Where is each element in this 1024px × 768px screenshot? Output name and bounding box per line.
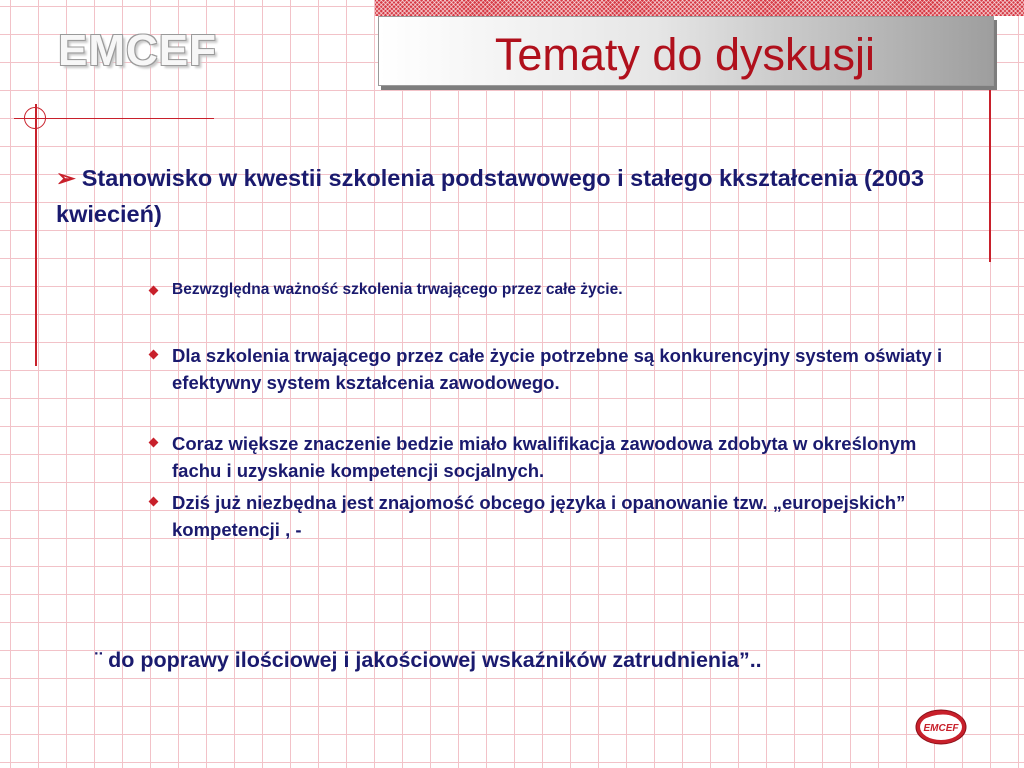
header-hatch-band [375,0,1024,16]
diamond-bullet-icon [149,286,159,296]
decorative-vertical-line-left [35,104,37,366]
list-item-text: Bezwzględna ważność szkolenia trwającego przez całe życie. [172,281,623,298]
emcef-logo [914,706,968,746]
decorative-vertical-line-right [989,90,991,262]
arrow-bullet-icon: ➢ [56,165,76,191]
diamond-bullet-icon [149,497,159,507]
diamond-bullet-icon [149,438,159,448]
decorative-circle [24,107,46,129]
list-item [150,342,960,396]
section-heading [56,160,956,232]
footer-text: ¨ do poprawy ilościowej i jakościowej wskaźników zatrudnienia”.. [95,648,762,672]
diamond-bullet-icon [149,350,159,360]
section-heading-text: Stanowisko w kwestii szkolenia podstawowego i stałego kkształcenia (2003 kwiecień) [56,165,925,227]
svg-text:EMCEF: EMCEF [923,723,959,734]
list-item-text: Dziś już niezbędna jest znajomość obcego języka i opanowanie tzw. „europejskich” kompetencji , - [172,492,906,540]
brand-watermark: EMCEF [58,26,217,75]
title-box [378,16,994,86]
list-item [150,430,960,484]
list-item-text: Coraz większe znaczenie bedzie miało kwalifikacja zawodowa zdobyta w określonym fachu i uzyskanie kompetencji socjalnych. [172,433,917,481]
list-item-text: Dla szkolenia trwającego przez całe życie potrzebne są konkurencyjny system oświaty i efektywny system kształcenia zawodowego. [172,345,943,393]
list-item [150,489,960,543]
list-item [150,280,960,300]
page-title: Tematy do dyskusji [494,29,875,80]
